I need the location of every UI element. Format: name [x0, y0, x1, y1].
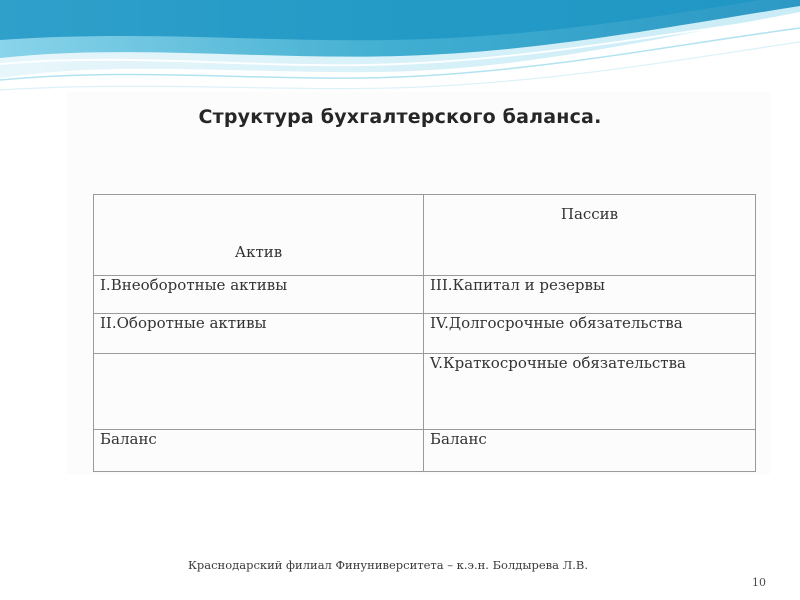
slide-title: Структура бухгалтерского баланса. [198, 106, 602, 128]
table-cell-assets: I.Внеоборотные активы [94, 276, 424, 314]
table-cell-liabilities: V.Краткосрочные обязательства [424, 354, 756, 430]
table-row [94, 314, 756, 354]
balance-structure-table [93, 194, 756, 472]
decorative-wave-banner [0, 0, 800, 100]
table-cell-liabilities-total: Баланс [424, 430, 756, 472]
page-number: 10 [752, 576, 766, 589]
table-header-row [94, 195, 756, 276]
table-cell-assets [94, 354, 424, 430]
table-cell-liabilities: IV.Долгосрочные обязательства [424, 314, 756, 354]
header-cell-assets: Актив [94, 195, 424, 276]
table-row [94, 276, 756, 314]
table-cell-assets-total: Баланс [94, 430, 424, 472]
table-row [94, 354, 756, 430]
slide-footer: Краснодарский филиал Финуниверситета – к.э.н. Болдырева Л.В. [188, 558, 589, 572]
table-cell-assets: II.Оборотные активы [94, 314, 424, 354]
table-cell-liabilities: III.Капитал и резервы [424, 276, 756, 314]
header-cell-liabilities: Пассив [424, 195, 756, 276]
table-row-total [94, 430, 756, 472]
